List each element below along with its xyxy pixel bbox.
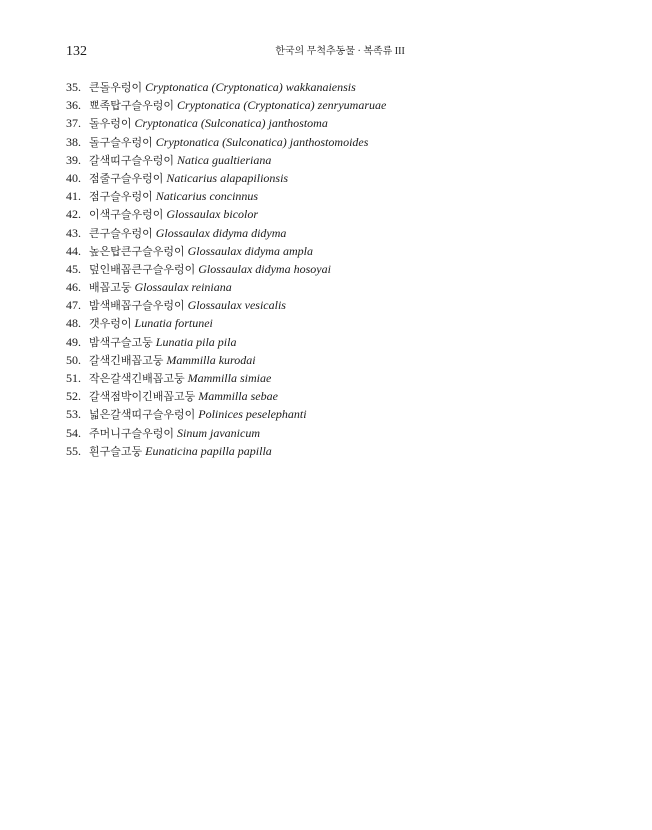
- scientific-name: Glossaulax didyma ampla: [187, 243, 313, 258]
- scientific-name: Cryptonatica (Cryptonatica) zenryumaruae: [177, 98, 387, 113]
- list-item: [66, 188, 386, 206]
- item-number: 47.: [66, 298, 81, 313]
- scientific-name: Glossaulax didyma didyma: [155, 225, 287, 240]
- item-number: 42.: [66, 207, 81, 222]
- korean-name: 큰구슬우렁이: [89, 226, 153, 240]
- scientific-name: Lunatia pila pila: [155, 334, 237, 349]
- korean-name: 작은갈색긴배꼽고둥: [89, 372, 185, 385]
- page-number: 132: [66, 44, 87, 59]
- list-item: [66, 225, 386, 243]
- list-item: [66, 134, 386, 152]
- korean-name: 갈색띠구슬우렁이: [89, 153, 175, 167]
- item-number: 53.: [66, 407, 81, 422]
- korean-name: 덮인배꼽큰구슬우렁이: [89, 262, 196, 276]
- item-number: 52.: [66, 389, 81, 404]
- korean-name: 점줄구슬우렁이: [89, 171, 164, 185]
- korean-name: 뾰족탑구슬우렁이: [89, 99, 175, 113]
- list-item: [66, 315, 386, 333]
- korean-name: 넓은갈색띠구슬우렁이: [89, 408, 196, 422]
- list-item: [66, 115, 386, 133]
- korean-name: 돌우렁이: [89, 117, 132, 131]
- korean-name: 돌구슬우렁이: [89, 135, 153, 149]
- list-item: [66, 279, 386, 297]
- scientific-name: Glossaulax bicolor: [166, 207, 259, 222]
- item-number: 41.: [66, 189, 81, 204]
- list-item: [66, 97, 386, 115]
- korean-name: 이색구슬우렁이: [89, 208, 164, 222]
- korean-name: 흰구슬고둥: [89, 444, 143, 458]
- item-number: 35.: [66, 80, 81, 94]
- item-number: 44.: [66, 243, 81, 258]
- list-item: [66, 388, 386, 406]
- item-number: 36.: [66, 98, 81, 113]
- list-item: [66, 170, 386, 188]
- list-item: [66, 425, 386, 443]
- list-item: [66, 206, 386, 224]
- scientific-name: Naticarius concinnus: [155, 189, 259, 204]
- item-number: 45.: [66, 261, 81, 276]
- list-item: [66, 79, 386, 97]
- item-number: 50.: [66, 352, 81, 367]
- korean-name: 배꼽고둥: [89, 281, 132, 295]
- list-item: [66, 406, 386, 424]
- species-list: [66, 79, 386, 461]
- item-number: 48.: [66, 316, 81, 331]
- scientific-name: Mammilla simiae: [187, 371, 272, 385]
- list-item: [66, 370, 386, 388]
- scientific-name: Eunaticina papilla papilla: [145, 443, 272, 458]
- item-number: 51.: [66, 371, 81, 385]
- scientific-name: Mammilla kurodai: [166, 352, 256, 367]
- korean-name: 큰돌우렁이: [89, 81, 143, 94]
- item-number: 54.: [66, 425, 81, 440]
- item-number: 55.: [66, 443, 81, 458]
- scientific-name: Glossaulax vesicalis: [187, 298, 286, 313]
- item-number: 49.: [66, 334, 81, 349]
- korean-name: 밤색배꼽구슬우렁이: [89, 299, 185, 313]
- item-number: 40.: [66, 170, 81, 185]
- list-item: [66, 334, 386, 352]
- item-number: 43.: [66, 225, 81, 240]
- scientific-name: Lunatia fortunei: [134, 316, 213, 331]
- korean-name: 높은탑큰구슬우렁이: [89, 244, 185, 258]
- list-item: [66, 152, 386, 170]
- running-header: 한국의 무척추동물 · 복족류 III: [275, 46, 405, 57]
- scientific-name: Glossaulax didyma hosoyai: [198, 261, 331, 276]
- scientific-name: Cryptonatica (Sulconatica) janthostoma: [134, 116, 328, 131]
- scientific-name: Glossaulax reiniana: [134, 280, 232, 295]
- scientific-name: Polinices peselephanti: [198, 407, 307, 422]
- scientific-name: Natica gualtieriana: [177, 152, 272, 167]
- scientific-name: Cryptonatica (Cryptonatica) wakkanaiensis: [145, 80, 356, 94]
- korean-name: 갈색긴배꼽고둥: [89, 353, 164, 367]
- list-item: [66, 352, 386, 370]
- scientific-name: Sinum javanicum: [177, 425, 261, 440]
- korean-name: 점구슬우렁이: [89, 190, 153, 204]
- list-item: [66, 243, 386, 261]
- korean-name: 주머니구슬우렁이: [89, 426, 175, 440]
- list-item: [66, 297, 386, 315]
- item-number: 39.: [66, 152, 81, 167]
- list-item: [66, 443, 386, 461]
- scientific-name: Naticarius alapapilionsis: [166, 170, 289, 185]
- list-item: [66, 261, 386, 279]
- item-number: 38.: [66, 134, 81, 149]
- korean-name: 갯우렁이: [89, 317, 132, 331]
- item-number: 37.: [66, 116, 81, 131]
- korean-name: 밤색구슬고둥: [89, 335, 153, 349]
- korean-name: 갈색점박이긴배꼽고둥: [89, 390, 196, 404]
- scientific-name: Mammilla sebae: [198, 389, 278, 404]
- scientific-name: Cryptonatica (Sulconatica) janthostomoides: [155, 134, 369, 149]
- item-number: 46.: [66, 280, 81, 295]
